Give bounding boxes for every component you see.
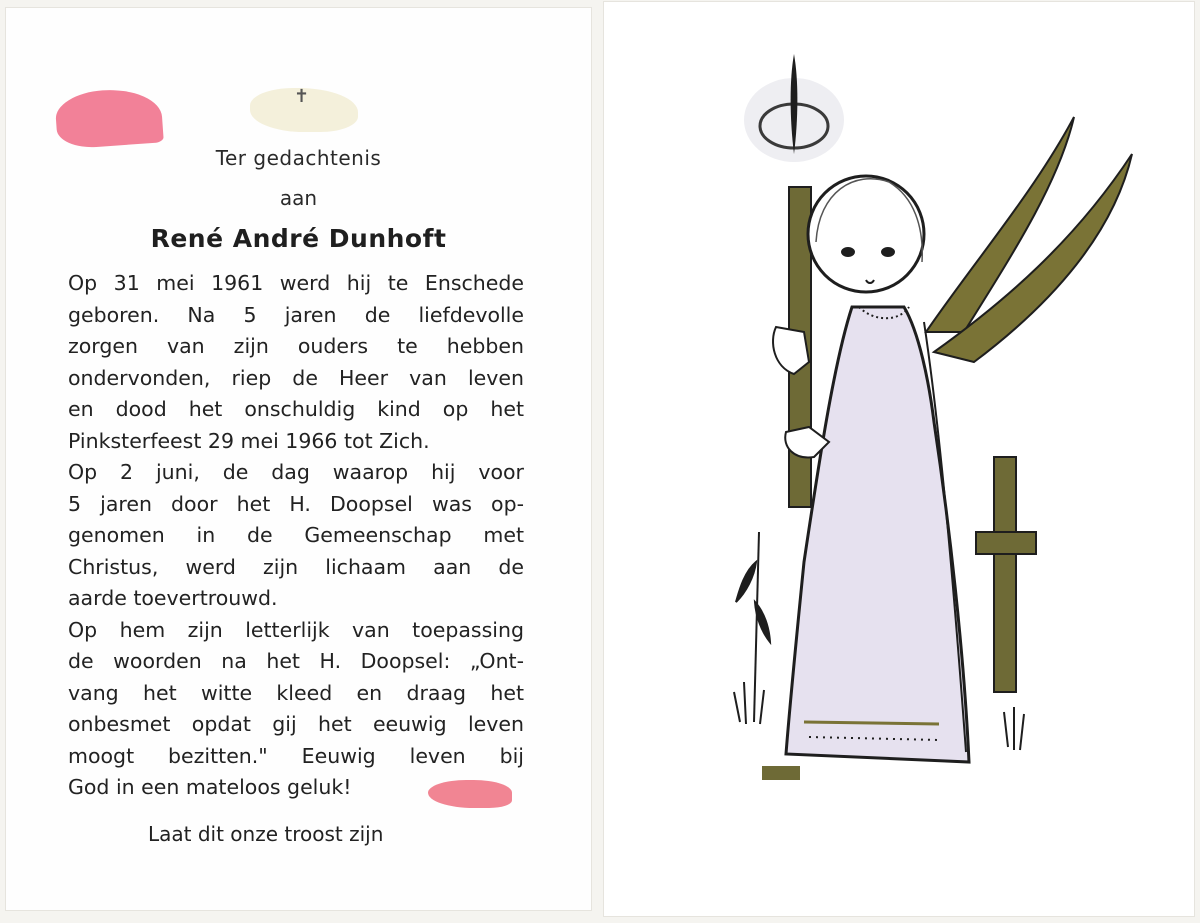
angel-illustration	[604, 2, 1194, 916]
body-line: Op hem zijn letterlijk van toepassing	[68, 617, 524, 642]
body-line: de woorden na het H. Doopsel: „Ont-	[68, 649, 524, 673]
body-line: vang het witte kleed en draag het	[68, 680, 524, 705]
body-line: ondervonden, riep de Heer van leven	[68, 365, 524, 390]
halo-icon	[744, 54, 844, 162]
body-line: onbesmet opdat gij het eeuwig leven	[68, 712, 524, 736]
body-line: Op 2 juni, de dag waarop hij voor	[68, 460, 524, 484]
grave-cross-icon	[976, 457, 1036, 692]
body-line: genomen in de Gemeenschap met	[68, 523, 524, 547]
body-line: aarde toevertrouwd.	[68, 586, 278, 610]
heading-line-2: aan	[279, 186, 318, 210]
closing-line: Laat dit onze troost zijn	[148, 822, 384, 846]
body-line: geboren. Na 5 jaren de liefdevolle	[68, 302, 524, 327]
cross-pin-icon: ✝	[294, 86, 310, 107]
robe-icon	[786, 307, 969, 762]
heading-line-1: Ter gedachtenis	[215, 146, 382, 170]
body-line: en dood het onschuldig kind op het	[68, 397, 524, 421]
body-line: zorgen van zijn ouders te hebben	[68, 334, 524, 358]
body-line: Pinksterfeest 29 mei 1966 tot Zich.	[68, 428, 430, 453]
body-line: moogt bezitten." Eeuwig leven bij	[68, 743, 524, 768]
body-line: Op 31 mei 1961 werd hij te Enschede	[68, 271, 524, 295]
ground-mark-icon	[762, 766, 800, 780]
body-line: 5 jaren door het H. Doopsel was op-	[68, 491, 524, 516]
memorial-body-text	[68, 268, 524, 804]
body-line: God in een mateloos geluk!	[68, 775, 352, 799]
deceased-name: René André Dunhoft	[150, 224, 447, 253]
body-line: Christus, werd zijn lichaam aan de	[68, 554, 524, 579]
wings-icon	[926, 117, 1132, 362]
angel-head-icon	[808, 176, 924, 292]
